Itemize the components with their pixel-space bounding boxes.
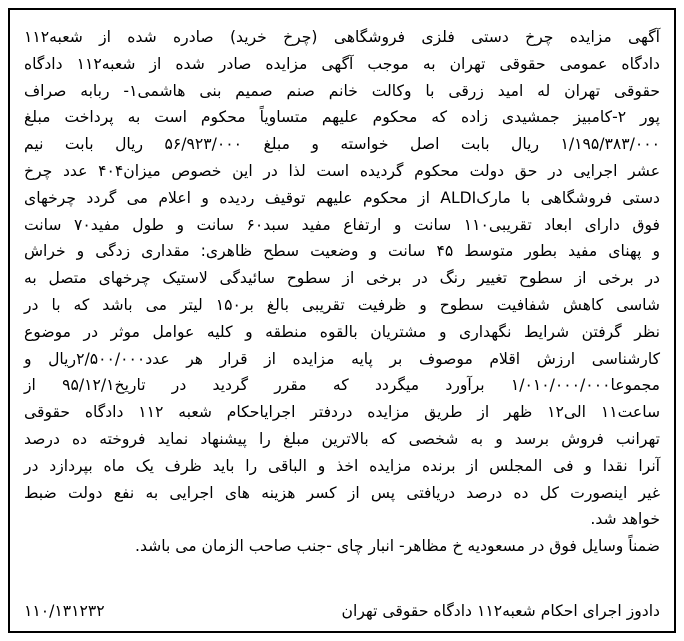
notice-body: [24, 24, 660, 533]
notice-line: خواهد شد.: [590, 510, 660, 529]
notice-line: دادگاه عمومی حقوقی تهران به موجب آگهی مزایده صادر شده از شعبه۱۱۲ دادگاه: [24, 54, 660, 73]
notice-line: تهرانب فروش برسد و به شخصی که بالاترین مبلغ را پیشنهاد نماید فروخته ده درصد: [24, 429, 660, 448]
auction-notice: [8, 8, 676, 633]
notice-footer: [24, 599, 660, 623]
notice-line: مجموعا۱/۰۱۰/۰۰۰/۰۰۰ برآورد میگردد که مقرر گردید در تاریخ۹۵/۱۲/۱ از: [24, 376, 660, 395]
notice-line: کارشناسی ارزش اقلام موصوف بر پایه مزایده از قرار هر عدد۲/۵۰۰/۰۰۰ریال و: [24, 349, 660, 368]
storage-location-note: ضمناً وسایل فوق در مسعودیه خ مظاهر- انبار چای -جنب صاحب الزمان می باشد.: [134, 537, 660, 556]
notice-line: فوق دارای ابعاد تقریبی۱۱۰ سانت و ارتفاع مفید سبد۶۰ سانت و طول مفید۷۰ سانت: [24, 215, 660, 234]
notice-line: آنرا نقدا و فی المجلس از برنده مزایده اخذ و الباقی را باید ظرف یک ماه بپردازد در: [24, 456, 660, 475]
issuer-signature: دادوز اجرای احکام شعبه۱۱۲ دادگاه حقوقی تهران: [341, 602, 660, 620]
notice-line: غیر اینصورت کل ده درصد دریافتی پس از کسر هزینه های اجرایی به نفع دولت ضبط: [24, 483, 660, 502]
notice-line: ۱/۱۹۵/۳۸۳/۰۰۰ ریال بابت اصل خواسته و مبلغ ۵۶/۹۲۳/۰۰۰ ریال بابت نیم: [24, 135, 660, 154]
notice-line: در برخی از سطوح تغییر رنگ در برخی از سطوح سائیدگی لاستیک چرخهای متصل به: [24, 269, 660, 288]
notice-line: پور ۲-کامبیز جمشیدی زاده که محکوم علیهم متساویاً محکوم است به پرداخت مبلغ: [24, 108, 660, 127]
notice-line: حقوقی تهران له امید زرقی با وکالت خانم صنم صمیم بنی هاشمی۱- ربابه صراف: [24, 81, 660, 100]
reference-number: ۱۱۰/۱۳۱۲۳۲: [24, 602, 105, 620]
notice-line: عشر اجرایی در حق دولت محکوم گردیده است لذا در این خصوص میزان۴۰۴ عدد چرخ: [24, 161, 660, 180]
notice-line: دستی فروشگاهی با مارکALDI از محکوم علیهم توقیف ردیده و اعلام می گردد چرخهای: [24, 188, 660, 207]
notice-line: ساعت۱۱ الی۱۲ ظهر از طریق مزایده دردفتر اجرایاحکام شعبه ۱۱۲ دادگاه حقوقی: [24, 403, 661, 422]
notice-line: شاسی کاهش شفافیت سطوح و ظرفیت تقریبی بالغ بر۱۵۰ لیتر می باشد که با در: [24, 295, 660, 314]
notice-line: نظر گرفتن شرایط نگهداری و مشتریان بالقوه منطقه و کلیه عوامل موثر در موضوع: [24, 322, 660, 341]
notice-line: آگهی مزایده چرخ دستی فلزی فروشگاهی (چرخ خرید) صادره شده از شعبه۱۱۲: [24, 28, 660, 46]
notice-line: و پهنای مفید بطور متوسط ۴۵ سانت و وضعیت سطح ظاهری: مقداری زدگی و خراش: [24, 242, 660, 261]
